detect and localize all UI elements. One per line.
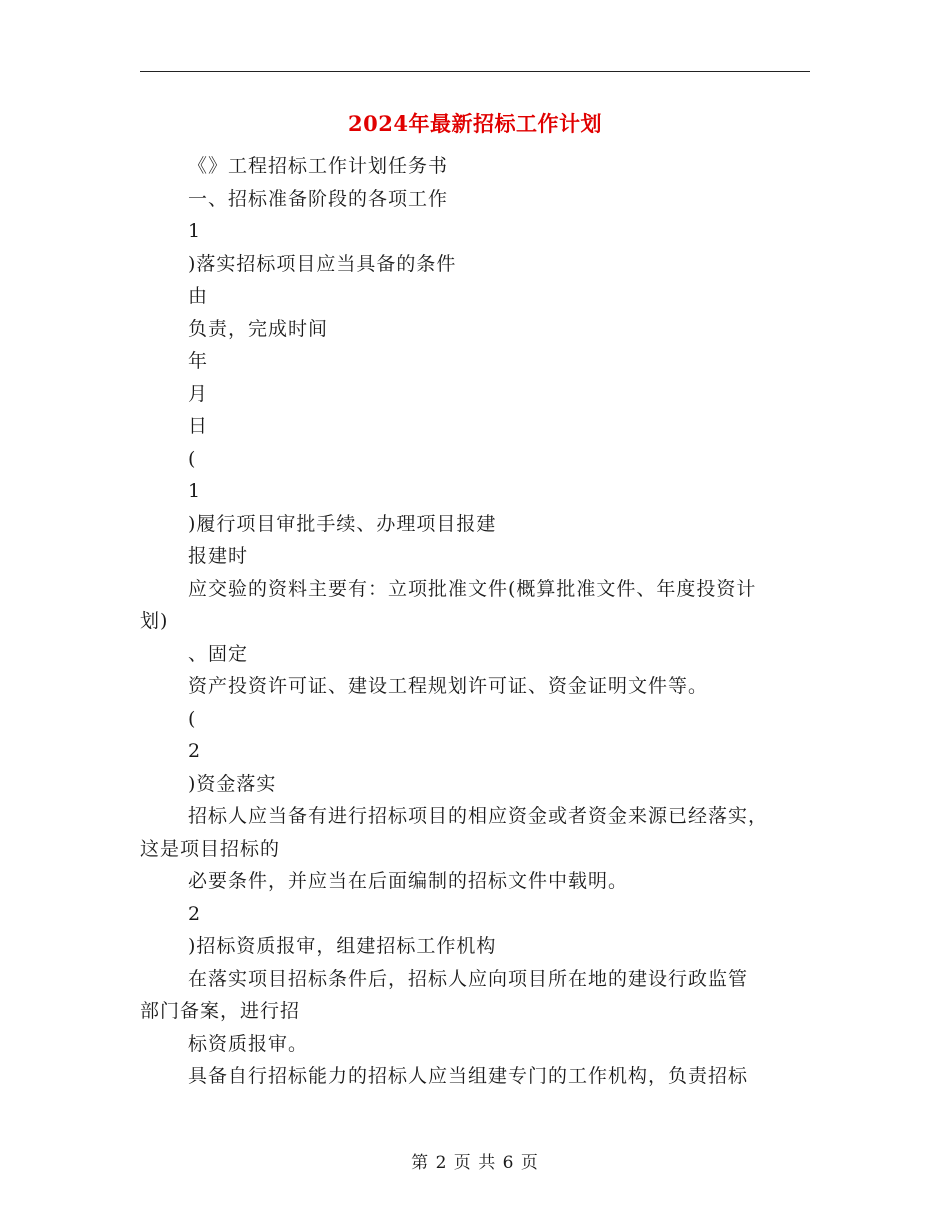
body-line: )落实招标项目应当具备的条件 bbox=[188, 252, 457, 275]
page-footer bbox=[0, 1150, 950, 1176]
body-line: ( bbox=[188, 447, 197, 470]
body-line: 这是项目招标的 bbox=[140, 837, 281, 860]
body-line: 招标人应当备有进行招标项目的相应资金或者资金来源已经落实， bbox=[188, 805, 769, 827]
body-line: 1 bbox=[188, 220, 202, 242]
body-line: 、固定 bbox=[188, 642, 249, 665]
body-line: )招标资质报审，组建招标工作机构 bbox=[188, 935, 497, 957]
body-line: 2 bbox=[188, 902, 202, 925]
body-line: 2 bbox=[188, 740, 202, 762]
body-line: ( bbox=[188, 707, 197, 730]
document-title: 2024年最新招标工作计划 bbox=[348, 111, 602, 136]
body-line: 1 bbox=[188, 480, 202, 502]
document-body bbox=[140, 150, 810, 1093]
body-line: )履行项目审批手续、办理项目报建 bbox=[188, 512, 497, 535]
page-number-label: 第 2 页 共 6 页 bbox=[411, 1153, 539, 1173]
body-line: 月 bbox=[188, 382, 209, 405]
body-line: 具备自行招标能力的招标人应当组建专门的工作机构，负责招标 bbox=[188, 1065, 749, 1087]
header-rule bbox=[140, 71, 810, 72]
body-line: 报建时 bbox=[188, 545, 249, 567]
body-line: 《》工程招标工作计划任务书 bbox=[188, 155, 449, 177]
body-line: 负责，完成时间 bbox=[188, 317, 329, 340]
body-line: 划) bbox=[140, 610, 169, 632]
body-line: 一、招标准备阶段的各项工作 bbox=[188, 187, 449, 210]
body-line: 标资质报审。 bbox=[188, 1032, 309, 1055]
body-line: 部门备案，进行招 bbox=[140, 1000, 301, 1022]
body-line: 日 bbox=[188, 415, 209, 437]
body-line: 在落实项目招标条件后，招标人应向项目所在地的建设行政监管 bbox=[188, 967, 749, 990]
body-line: 必要条件，并应当在后面编制的招标文件中载明。 bbox=[188, 870, 629, 892]
body-line: 由 bbox=[188, 285, 209, 307]
body-line: )资金落实 bbox=[188, 772, 277, 795]
body-line: 应交验的资料主要有：立项批准文件(概算批准文件、年度投资计 bbox=[188, 577, 757, 600]
body-line: 年 bbox=[188, 350, 209, 372]
body-line: 资产投资许可证、建设工程规划许可证、资金证明文件等。 bbox=[188, 675, 709, 697]
